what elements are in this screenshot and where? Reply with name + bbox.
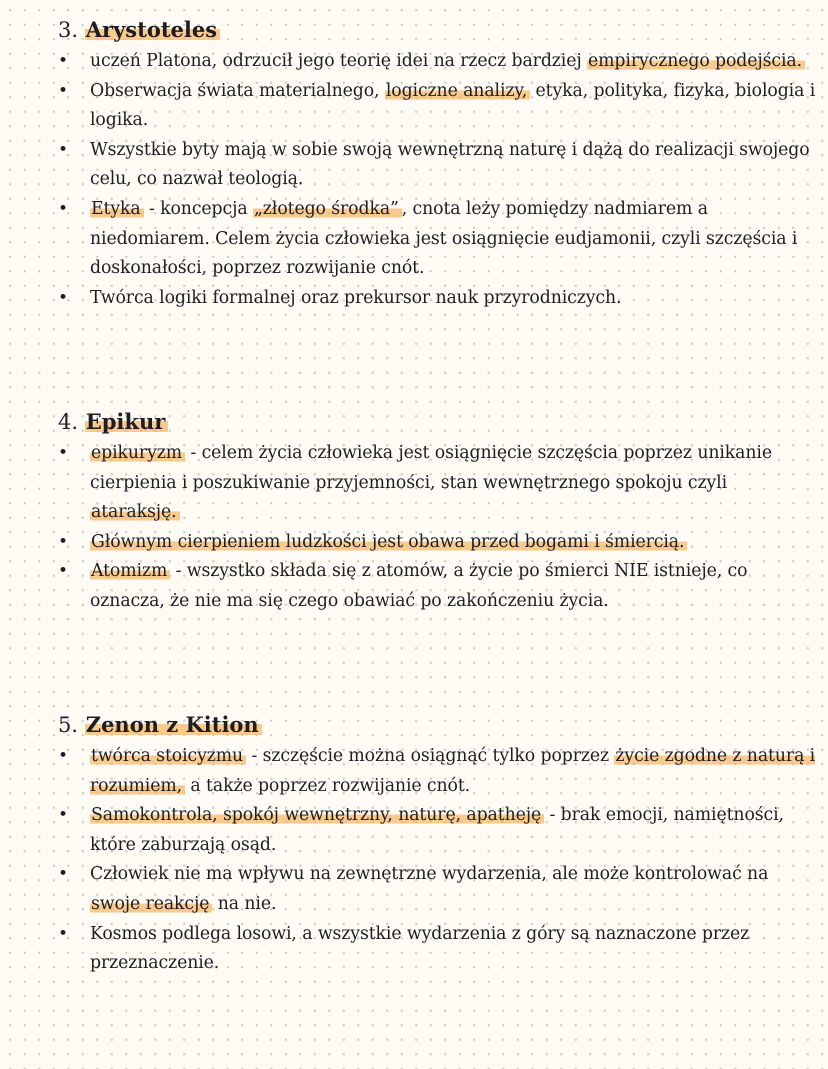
bullet-text: - szczęście można osiągnąć tylko poprzez (246, 746, 615, 766)
bullet-item (58, 742, 818, 801)
bullet-item (58, 528, 818, 558)
highlighted-text: swoje reakcję (90, 894, 212, 914)
bullet-dot-icon: • (58, 287, 68, 308)
bullet-text: Obserwacja świata materialnego, (90, 80, 385, 101)
bullet-dot-icon: • (58, 443, 68, 463)
highlighted-text: Atomizm (90, 561, 170, 581)
highlighted-text: epikuryzm (90, 443, 185, 463)
bullet-dot-icon: • (58, 864, 68, 885)
highlighted-text: logiczne analizy, (385, 81, 530, 101)
bullet-item (58, 439, 818, 528)
bullet-dot-icon: • (58, 923, 68, 944)
highlighted-text: twórca stoicyzmu (90, 746, 246, 766)
bullet-text: - koncepcja (143, 198, 253, 219)
bullet-dot-icon: • (58, 805, 68, 826)
bullet-text: - brak emocji, namiętności, które zaburzają osąd. (90, 805, 784, 855)
bullet-text: - wszystko składa się z atomów, a życie po śmierci NIE istnieje, co oznacza, że nie ma się czego obawiać po zakończeniu życia. (90, 561, 748, 611)
bullet-dot-icon: • (58, 531, 68, 552)
bullet-text: Wszystkie byty mają w sobie swoją wewnętrzną naturę i dążą do realizacji swojego celu, co nazwał teologią. (90, 139, 810, 190)
section-number: 5. (58, 713, 79, 737)
bullet-dot-icon: • (58, 139, 68, 160)
highlighted-text: „złotego środka” (253, 199, 402, 219)
bullet-item (58, 557, 818, 616)
bullet-dot-icon: • (58, 746, 68, 766)
bullet-dot-icon: • (58, 561, 68, 582)
section-title: Arystoteles (85, 17, 220, 42)
section-title: Zenon z Kition (85, 712, 262, 737)
bullet-text: etyka, polityka, fizyka, biologia i logika. (90, 80, 816, 131)
bullet-list-aristotle (58, 47, 818, 313)
bullet-item (58, 136, 818, 195)
bullet-item (58, 920, 818, 979)
bullet-text: , cnota leży pomiędzy nadmiarem a niedomiarem. Celem życia człowieka jest osiągnięcie eudjamonii, czyli szczęścia i doskonałości, poprzez rozwijanie cnót. (90, 198, 798, 279)
bullet-text: a także poprzez rozwijanie cnót. (185, 775, 471, 796)
bullet-item (58, 801, 818, 860)
highlighted-text: Samokontrola, spokój wewnętrzny, naturę, apatheję (90, 805, 544, 825)
section-title: Epikur (85, 409, 169, 434)
highlighted-text: ataraksję. (90, 502, 180, 522)
bullet-item (58, 860, 818, 919)
bullet-list-zeno (58, 742, 818, 979)
highlighted-text: Głównym cierpieniem ludzkości jest obawa przed bogami i śmiercią. (90, 532, 687, 552)
bullet-text: uczeń Platona, odrzucił jego teorię idei na rzecz bardziej (90, 51, 588, 71)
section-number: 4. (58, 410, 79, 434)
section-number: 3. (58, 18, 79, 42)
highlighted-text: empirycznego podejścia. (587, 51, 805, 71)
bullet-item (58, 195, 818, 284)
bullet-text: Kosmos podlega losowi, a wszystkie wydarzenia z góry są naznaczone przez przeznaczenie. (90, 923, 750, 974)
highlighted-text: Etyka (90, 199, 144, 219)
bullet-text: - celem życia człowieka jest osiągnięcie szczęścia poprzez unikanie cierpienia i poszukiwanie przyjemności, stan wewnętrznego spokoju czyli (90, 443, 772, 493)
bullet-text: Człowiek nie ma wpływu na zewnętrzne wydarzenia, ale może kontrolować na (90, 864, 769, 885)
section-heading-zeno (58, 711, 262, 739)
bullet-dot-icon: • (58, 198, 68, 219)
bullet-text: na nie. (212, 893, 277, 914)
bullet-dot-icon: • (58, 51, 68, 71)
bullet-item (58, 47, 818, 77)
bullet-list-epicurus (58, 439, 818, 617)
bullet-item (58, 77, 818, 136)
section-heading-aristotle (58, 16, 220, 44)
bullet-text: Twórca logiki formalnej oraz prekursor nauk przyrodniczych. (90, 287, 622, 308)
bullet-item (58, 284, 818, 314)
bullet-dot-icon: • (58, 80, 68, 101)
section-heading-epicurus (58, 408, 168, 436)
highlighted-text: życie zgodne z naturą i rozumiem, (90, 746, 816, 796)
